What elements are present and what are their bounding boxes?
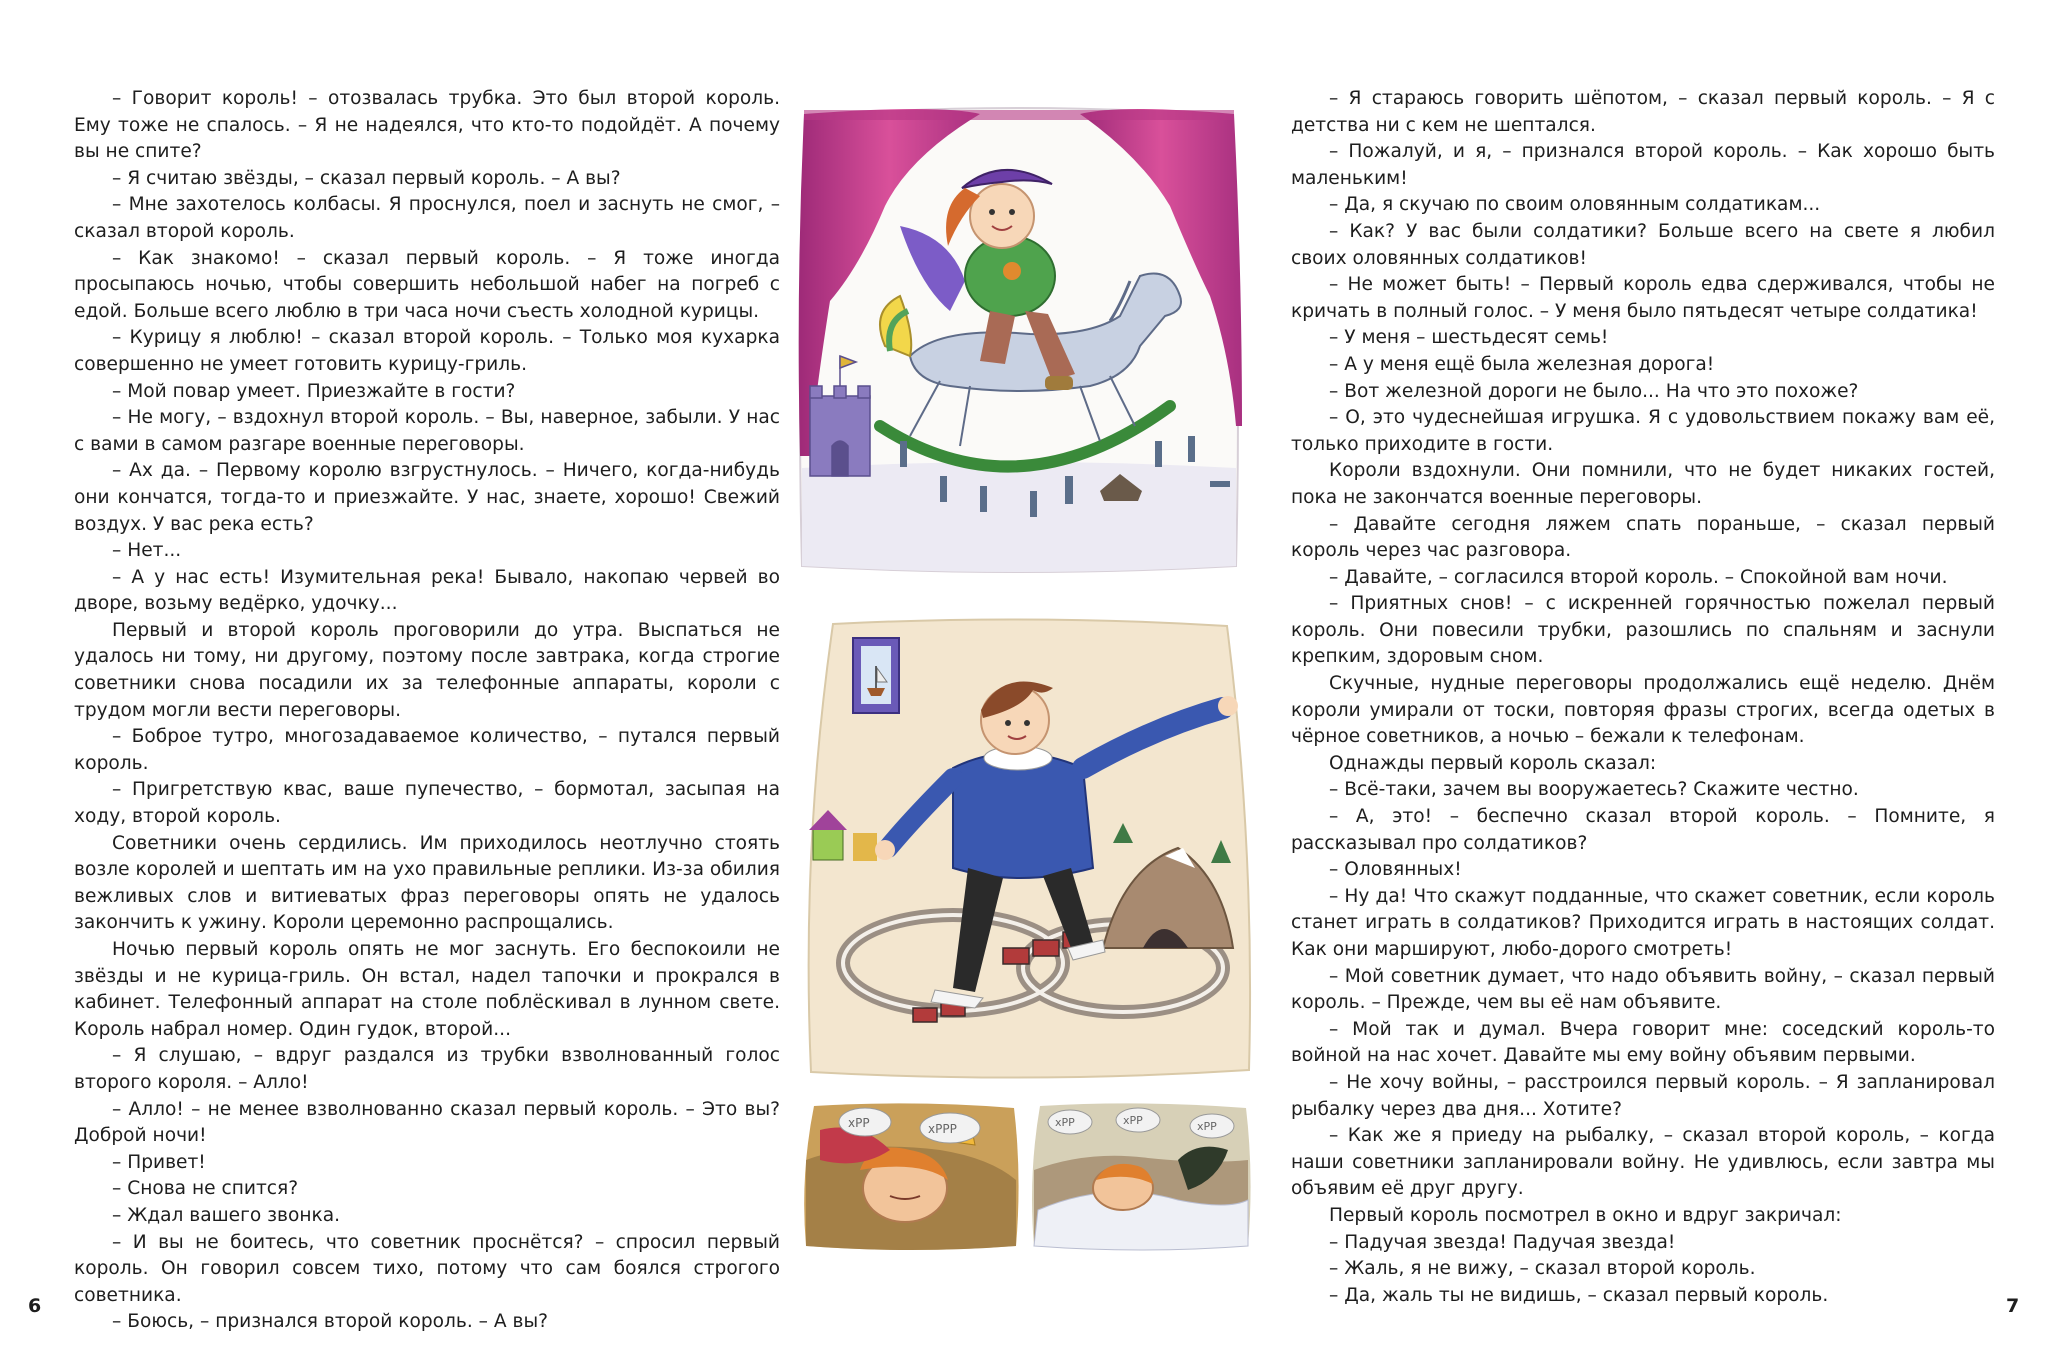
paragraph: – Мой так и думал. Вчера говорит мне: соседский король-то войной на нас хочет. Давайте мы ему войну объявим первыми. — [1291, 1018, 1995, 1067]
sleeping-king-illustration — [1028, 1100, 1255, 1253]
paragraph: – А у нас есть! Изумительная река! Бывало, накопаю червей во дворе, возьму ведёрко, удочку... — [74, 566, 780, 615]
snore-text: xPP — [848, 1116, 870, 1130]
snore-text: xPP — [1055, 1116, 1075, 1129]
paragraph: – Боюсь, – признался второй король. – А вы? — [112, 1311, 549, 1333]
paragraph: – Я считаю звёзды, – сказал первый король. – А вы? — [112, 167, 621, 189]
paragraph: – Говорит король! – отозвалась трубка. Это был второй король. Ему тоже не спалось. – Я не надеялся, что кто-то подойдёт. А почему вы не спите? — [74, 88, 780, 163]
paragraph: – Алло! – не менее взволнованно сказал первый король. – Это вы? Доброй ночи! — [74, 1098, 780, 1147]
stage-floor — [802, 462, 1236, 572]
paragraph: – Я стараюсь говорить шёпотом, – сказал первый король. – Я с детства ни с кем не шептался. — [1291, 88, 1995, 136]
paragraph: – Как же я приеду на рыбалку, – сказал второй король, – когда наши советники запланировали войну. Не удивлюсь, если завтра мы объявим её друг другу. — [1291, 1125, 1995, 1200]
paragraph: – Мой советник думает, что надо объявить войну, – сказал первый король. – Прежде, чем вы её нам объявите. — [1291, 965, 1995, 1014]
paragraph: – Не хочу войны, – расстроился первый король. – Я запланировал рыбалку через два дня... Хотите? — [1291, 1071, 1995, 1120]
paragraph: Короли вздохнули. Они помнили, что не будет никаких гостей, пока не закончатся военные переговоры. — [1291, 460, 1995, 508]
paragraph: – Падучая звезда! Падучая звезда! — [1329, 1231, 1676, 1253]
paragraph: Первый король посмотрел в окно и вдруг закричал: — [1329, 1204, 1842, 1226]
boy-toy-railway-illustration — [803, 618, 1255, 1080]
paragraph: – Мой повар умеет. Приезжайте в гости? — [112, 380, 516, 402]
paragraph: – Пожалуй, и я, – признался второй король. – Как хорошо быть маленьким! — [1291, 141, 1995, 189]
snore-text: xPP — [1197, 1120, 1217, 1133]
paragraph: – Ну да! Что скажут подданные, что скажет советник, если король станет играть в солдатиков? Приходится играть в настоящих солдат. Как они маршируют, любо-дорого смотреть! — [1291, 885, 1995, 960]
paragraph: – Всё-таки, зачем вы вооружаетесь? Скажите честно. — [1329, 779, 1859, 801]
paragraph: – Не могу, – вздохнул второй король. – Вы, наверное, забыли. У нас с вами в самом разгаре военные переговоры. — [74, 407, 780, 455]
paragraph: Советники очень сердились. Им приходилось неотлучно стоять возле королей и шептать им на ухо правильные реплики. Из-за обилия вежливых слов и витиеватых фраз переговоры опять не удалось закончить к ужину. Короли церемонно распрощались. — [74, 832, 780, 934]
paragraph: – Ждал вашего звонка. — [112, 1204, 341, 1226]
paragraph: – А у меня ещё была железная дорога! — [1329, 353, 1715, 375]
paragraph: Ночью первый король опять не мог заснуть. Его беспокоили не звёзды и не курица-гриль. Он встал, надел тапочки и прокрался в кабинет. Телефонный аппарат на столе поблёскивал в лунном свете. Король набрал номер. Один гудок, второй... — [74, 939, 780, 1040]
paragraph: – Жаль, я не вижу, – сказал второй король. — [1329, 1258, 1756, 1280]
paragraph: – О, это чудеснейшая игрушка. Я с удовольствием покажу вам её, только приходите в гости. — [1291, 407, 1995, 455]
sleeping-king-illustration — [800, 1100, 1023, 1253]
paragraph: – Боброе тутро, многозадаваемое количество, – путался первый король. — [74, 726, 780, 774]
snore-text: xPPP — [928, 1122, 957, 1136]
snore-text: xPP — [1123, 1114, 1143, 1127]
paragraph: Первый и второй король проговорили до утра. Выспаться не удалось ни тому, ни другому, поэтому после завтрака, когда строгие советники снова посадили их за телефонные аппараты, короли с трудом могли вести переговоры. — [74, 619, 780, 721]
paragraph: – Я слушаю, – вдруг раздался из трубки взволнованный голос второго короля. – Алло! — [74, 1045, 780, 1093]
paragraph: Однажды первый король сказал: — [1329, 752, 1657, 774]
paragraph: Скучные, нудные переговоры продолжались ещё неделю. Днём короли умирали от тоски, повторяя фразы строгих, всегда одетых в чёрное советников, а ночью – бежали к телефонам. — [1291, 673, 1995, 748]
paragraph: – Давайте сегодня ляжем спать пораньше, – сказал первый король через час разговора. — [1291, 513, 1995, 562]
paragraph: – Да, я скучаю по своим оловянным солдатикам... — [1329, 194, 1821, 216]
page-number-left: 6 — [28, 1295, 42, 1317]
paragraph: – Привет! — [112, 1151, 206, 1173]
paragraph: – Как? У вас были солдатики? Больше всего на свете я любил своих оловянных солдатиков! — [1291, 220, 1995, 269]
paragraph: – Не может быть! – Первый король едва сдерживался, чтобы не кричать в полный голос. – У меня было пятьдесят четыре солдатика! — [1291, 274, 1995, 322]
paragraph: – Мне захотелось колбасы. Я проснулся, поел и заснуть не смог, – сказал второй король. — [74, 194, 780, 242]
paragraph: – Как знакомо! – сказал первый король. – Я тоже иногда просыпаюсь ночью, чтобы совершить небольшой набег на погреб с едой. Больше всего люблю в три часа ночи съесть холодной курицы. — [74, 247, 780, 322]
curtain-pelmet — [804, 110, 1234, 120]
paragraph: – Вот железной дороги не было... На что это похоже? — [1329, 380, 1859, 402]
paragraph: – Пригретствую квас, ваше пупечество, – бормотал, засыпая на ходу, второй король. — [74, 779, 780, 828]
paragraph: – Курицу я люблю! – сказал второй король. – Только моя кухарка совершенно не умеет готовить курицу-гриль. — [74, 327, 780, 375]
paragraph: – И вы не боитесь, что советник проснётся? – спросил первый король. Он говорил совсем тихо, потому что сам боялся строгого советника. — [74, 1231, 780, 1306]
page-number-right: 7 — [2006, 1295, 2020, 1317]
paragraph: – Давайте, – согласился второй король. – Спокойной вам ночи. — [1329, 566, 1948, 588]
paragraph: – Нет... — [112, 540, 182, 562]
right-text-column — [1291, 86, 1995, 1309]
paragraph: – Снова не спится? — [112, 1178, 299, 1200]
paragraph: – Приятных снов! – с искренней горячностью пожелал первый король. Они повесили трубки, разошлись по спальням и заснули крепким, здоровым сном. — [1291, 593, 1995, 668]
paragraph: – Оловянных! — [1329, 859, 1462, 881]
theater-rocking-horse-illustration — [790, 96, 1248, 583]
paragraph: – Да, жаль ты не видишь, – сказал первый король. — [1329, 1284, 1829, 1306]
paragraph: – А, это! – беспечно сказал второй король. – Помните, я рассказывал про солдатиков? — [1291, 806, 1995, 854]
left-text-column — [74, 86, 780, 1336]
paragraph: – У меня – шестьдесят семь! — [1329, 327, 1609, 349]
paragraph: – Ах да. – Первому королю взгрустнулось. – Ничего, когда-нибудь они кончатся, тогда-то и приезжайте. У нас, знаете, хорошо! Свежий воздух. У вас река есть? — [74, 460, 780, 535]
